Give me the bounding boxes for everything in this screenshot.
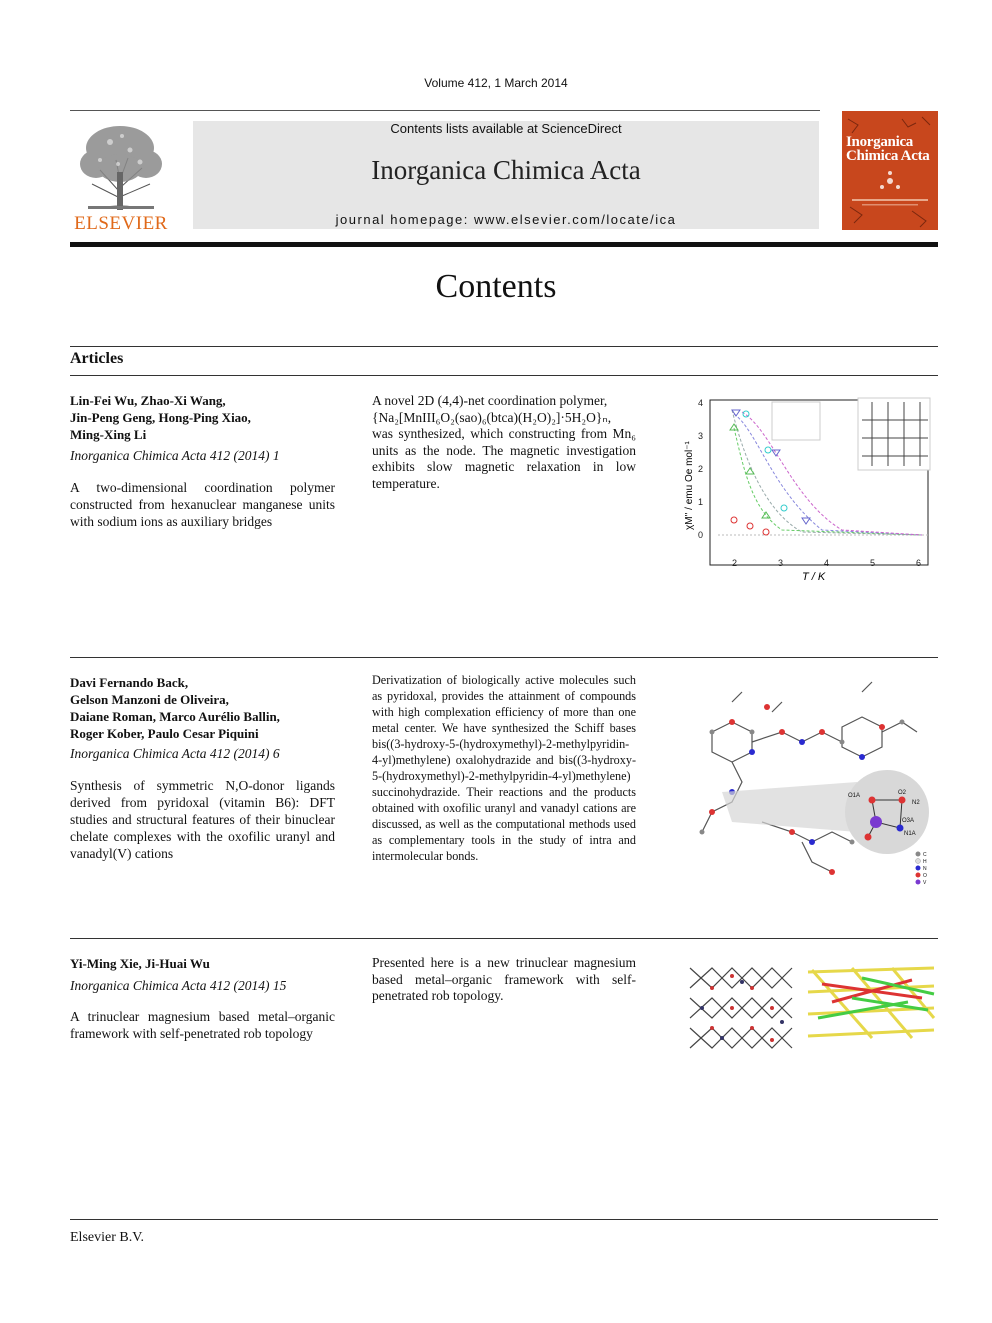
footer-publisher: Elsevier B.V. [70,1230,145,1245]
cover-title-1: Inorganica [846,134,914,150]
x-tick-label: 4 [824,558,830,568]
article-3-citation[interactable]: Inorganica Chimica Acta 412 (2014) 15 [70,978,287,993]
journal-cover[interactable] [842,111,938,230]
article-2-graphical-abstract[interactable] [672,672,938,897]
legend-label: V [923,880,927,886]
elsevier-wordmark: ELSEVIER [74,213,168,234]
article-2-citation[interactable]: Inorganica Chimica Acta 412 (2014) 6 [70,746,280,761]
journal-title: Inorganica Chimica Acta [371,155,641,185]
article-1-graphical-abstract[interactable] [672,390,938,585]
magnetic-susceptibility-chart [672,390,938,585]
framework-structure [690,968,792,1048]
y-tick-label: 4 [698,398,704,408]
y-tick-label: 0 [698,530,704,540]
x-axis-label: T / K [802,571,826,583]
article-3-title[interactable]: A trinuclear magnesium based metal–organic framework with self-penetrated rob topology [70,1009,335,1041]
legend-label: H [923,859,927,865]
article-1-abstract [372,393,636,492]
cover-title-2: Chimica Acta [846,148,930,164]
author-line: Ming-Xing Li [70,427,147,442]
x-tick-label: 3 [778,558,784,568]
author-line: Lin-Fei Wu, Zhao-Xi Wang, [70,393,226,408]
author-line: Yi-Ming Xie, Ji-Huai Wu [70,956,210,971]
atom-label: O3A [902,818,915,824]
article-2-title[interactable]: Synthesis of symmetric N,O-donor ligands derived from pyridoxal (vitamin B6): DFT studies and structural features of their binuclear chelate complexes with the oxofilic uranyl and vanadyl(V) cations [70,778,335,861]
y-axis-label: χM'' / emu Oe mol⁻¹ [684,441,695,530]
y-tick-label: 1 [698,497,704,507]
entry-separator [70,938,938,939]
section-rule-top [70,346,938,347]
mof-framework-figure [672,958,938,1053]
article-1-citation[interactable]: Inorganica Chimica Acta 412 (2014) 1 [70,448,280,463]
author-line: Gelson Manzoni de Oliveira, [70,692,229,707]
atom-label: O1A [848,793,861,799]
entry-separator [70,657,938,658]
x-tick-label: 6 [916,558,922,568]
legend-label: N [923,866,927,872]
author-line: Daiane Roman, Marco Aurélio Ballin, [70,709,280,724]
author-line: Roger Kober, Paulo Cesar Piquini [70,726,259,741]
legend-label: C [923,852,927,858]
article-2-authors[interactable] [70,674,340,742]
contents-available-text: Contents lists available at ScienceDirect [390,121,622,136]
article-3-abstract: Presented here is a new trinuclear magnesium based metal–organic framework with self-penetrated rob topology. [372,955,636,1003]
author-line: Jin-Peng Geng, Hong-Ping Xiao, [70,410,251,425]
abstract-formula: {Na₂[MnIII₆O₂(sao)₆(btca)(H₂O)₂]·5H₂O}ₙ, [372,409,612,425]
legend-label: O [923,873,927,879]
abstract-text: was synthesized, which constructing from Mn₆ units as the node. The magnetic investigation exhibits slow magnetic relaxation in low temperature. [372,426,636,491]
article-1-title[interactable]: A two-dimensional coordination polymer constructed from hexanuclear manganese units with sodium ions as auxiliary bridges [70,480,335,529]
atom-label: O2 [898,790,907,796]
x-tick-label: 5 [870,558,876,568]
article-1-authors[interactable] [70,392,340,443]
journal-homepage-link[interactable]: journal homepage: www.elsevier.com/locate/ica [335,212,677,227]
page-title: Contents [435,268,557,305]
section-label: Articles [70,350,124,367]
contents-available-line [193,121,819,136]
footer-rule [70,1219,938,1220]
author-line: Davi Fernando Back, [70,675,189,690]
cover-molecule-icon [842,111,938,230]
header-thick-rule [70,242,938,247]
atom-label: N2 [912,800,920,806]
x-tick-label: 2 [732,558,738,568]
elsevier-logo[interactable] [70,120,172,232]
article-3-graphical-abstract[interactable] [672,958,938,1053]
inset-magnified-view [845,770,929,854]
section-rule-bottom [70,375,938,376]
atom-label: N1A [904,831,916,837]
topology-net [808,968,934,1038]
header-rule [70,110,820,111]
crystal-structure-figure [672,672,938,897]
inset-structure [772,402,820,440]
article-2-abstract: Derivatization of biologically active molecules such as pyridoxal, provides the attainment of compounds with high complexation efficiency of more than one metal center. We have synthesized the Schiff bases bis((3-hydroxy-5-(hydroxymethyl)-2-methylpyridin-4-yl)methylene) oxalohydrazide and bis((3-hydroxy-5-(hydroxymethyl)-2-methylpyridin-4-yl)methylene) succinohydrazide. Their reactions and the products obtained with oxofilic uranyl and vanadyl cations are discussed, as well as the computational methods used as complementary tools in the study of intra and intermolecular bonds. [372,673,636,863]
y-tick-label: 2 [698,464,704,474]
abstract-line: A novel 2D (4,4)-net coordination polymer, [372,393,608,408]
inset-network [858,398,930,470]
volume-line: Volume 412, 1 March 2014 [424,76,568,90]
y-tick-label: 3 [698,431,704,441]
article-3-authors[interactable] [70,955,340,972]
